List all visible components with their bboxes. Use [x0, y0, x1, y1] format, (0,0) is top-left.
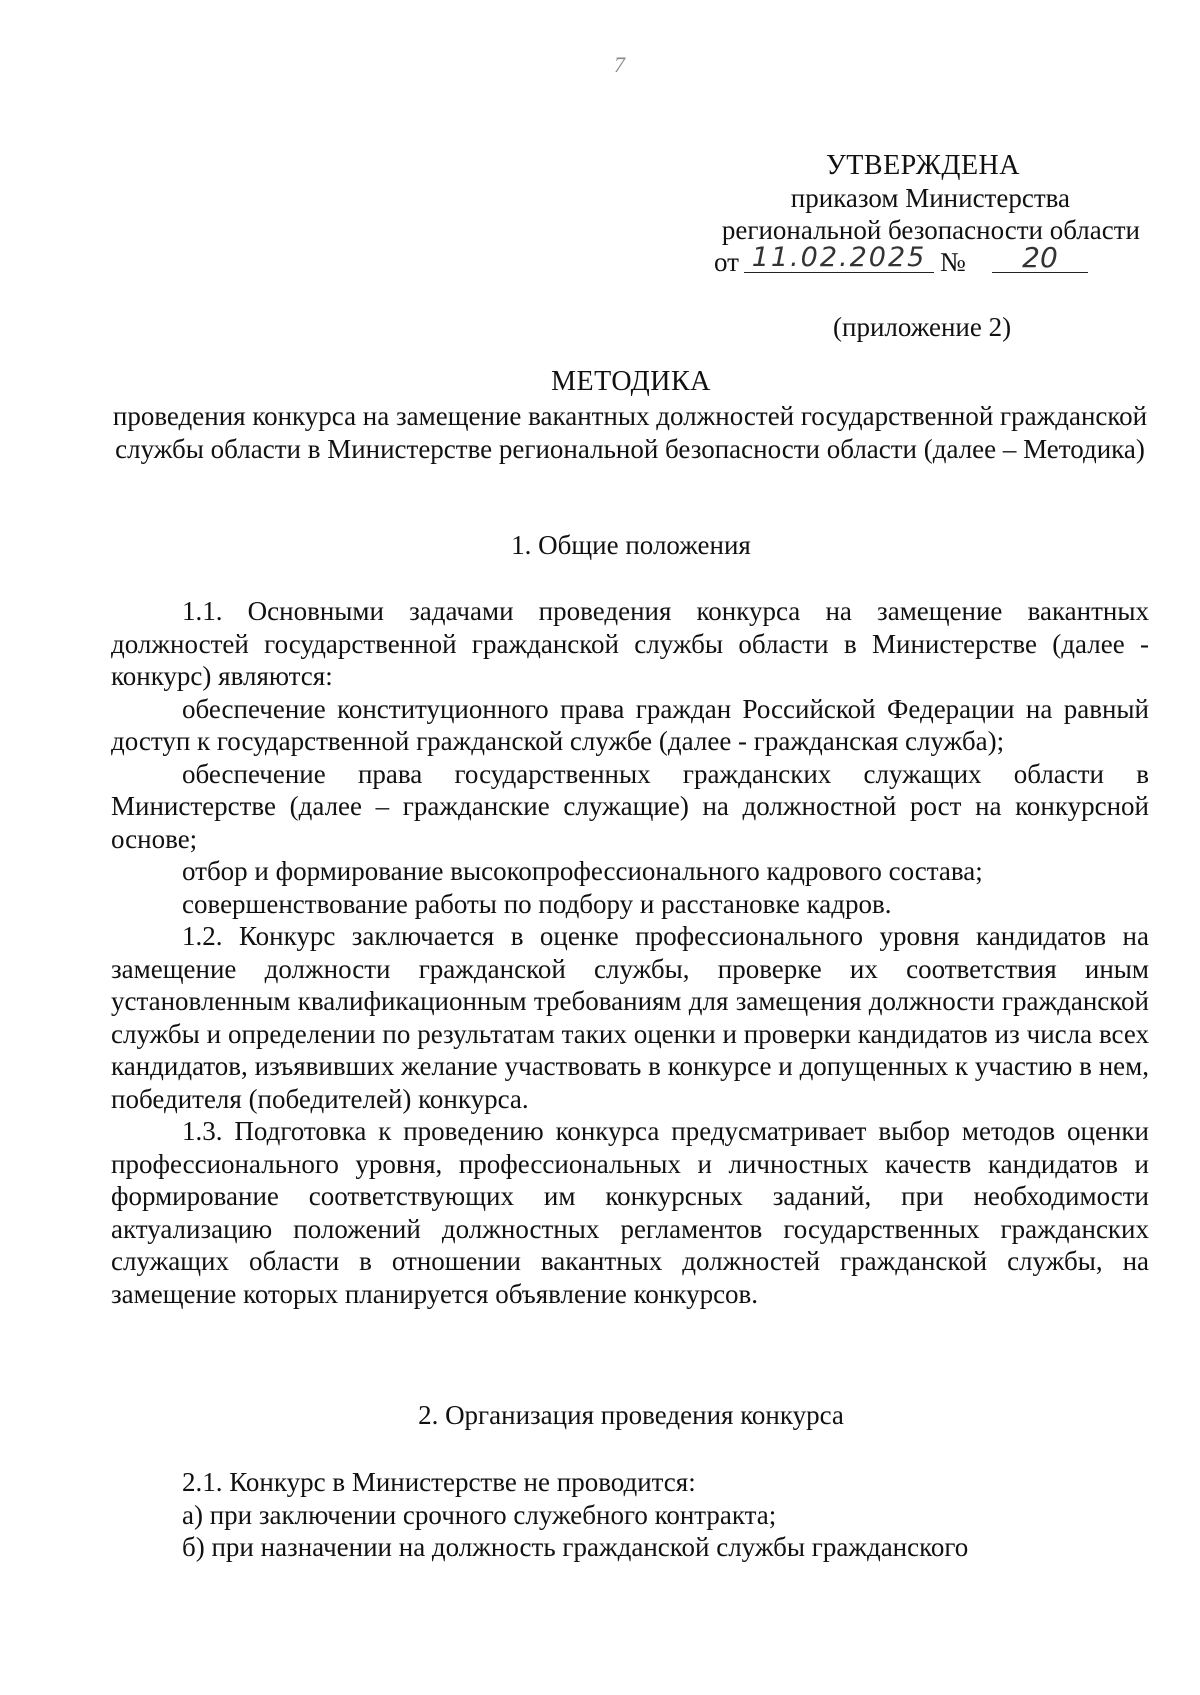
paragraph: а) при заключении срочного служебного контракта; — [182, 1499, 777, 1530]
section-heading-2: 2. Организация проведения конкурса — [418, 1400, 844, 1430]
number-label: № — [940, 247, 966, 277]
paragraph: совершенствование работы по подбору и расстановке кадров. — [182, 888, 892, 919]
paragraph: отбор и формирование высокопрофессионального кадрового состава; — [182, 856, 983, 886]
paragraph: 1.3. Подготовка к проведению конкурса предусматривает выбор методов оценки профессионального уровня, профессиональных и личностных качеств кандидатов и формирование соответствующих им конкурсных заданий, при необходимости актуализацию положений должностных регламентов государственных гражданских служащих области в отношении вакантных должностей гражданской службы, на замещение которых планируется объявление конкурсов. — [111, 1116, 1149, 1309]
section-1-body — [111, 595, 1149, 1310]
paragraph: обеспечение конституционного права граждан Российской Федерации на равный доступ к государственной гражданской службе (далее - гражданская служба); — [111, 693, 1149, 756]
page-number: 7 — [614, 52, 625, 77]
paragraph: 1.1. Основными задачами проведения конкурса на замещение вакантных должностей государственной гражданской службы области в Министерстве (далее - конкурс) являются: — [111, 596, 1149, 691]
approval-reference — [640, 241, 1140, 280]
handwritten-date: 11.02.2025 — [744, 242, 934, 273]
paragraph: 1.2. Конкурс заключается в оценке профессионального уровня кандидатов на замещение должности гражданской службы, проверке их соответствия иным установленным квалификационным требованиям для замещения должности гражданской службы и определении по результатам таких оценки и проверки кандидатов из числа всех кандидатов, изъявивших желание участвовать в конкурсе и допущенных к участию в нем, победителя (победителей) конкурса. — [111, 921, 1149, 1114]
paragraph: 2.1. Конкурс в Министерстве не проводится: — [182, 1467, 696, 1497]
document-subtitle: проведения конкурса на замещение вакантных должностей государственной гражданской службы области в Министерстве региональной безопасности области (далее – Методика) — [112, 401, 1148, 464]
approval-stamp — [640, 150, 1140, 280]
approval-line-2: региональной безопасности области — [721, 215, 1140, 245]
handwritten-number: 20 — [992, 242, 1088, 273]
section-heading-1: 1. Общие положения — [511, 530, 751, 560]
from-label: от — [714, 247, 739, 277]
section-2-body — [111, 1466, 1149, 1564]
paragraph: обеспечение права государственных гражданских служащих области в Министерстве (далее – гражданские служащие) на должностной рост на конкурсной основе; — [111, 758, 1149, 854]
approval-title: УТВЕРЖДЕНА — [825, 150, 1020, 181]
appendix-note: (приложение 2) — [833, 312, 1012, 342]
approval-line-1: приказом Министерства — [790, 183, 1070, 213]
paragraph: б) при назначении на должность гражданской службы гражданского — [182, 1532, 969, 1562]
document-title: МЕТОДИКА — [551, 366, 711, 397]
